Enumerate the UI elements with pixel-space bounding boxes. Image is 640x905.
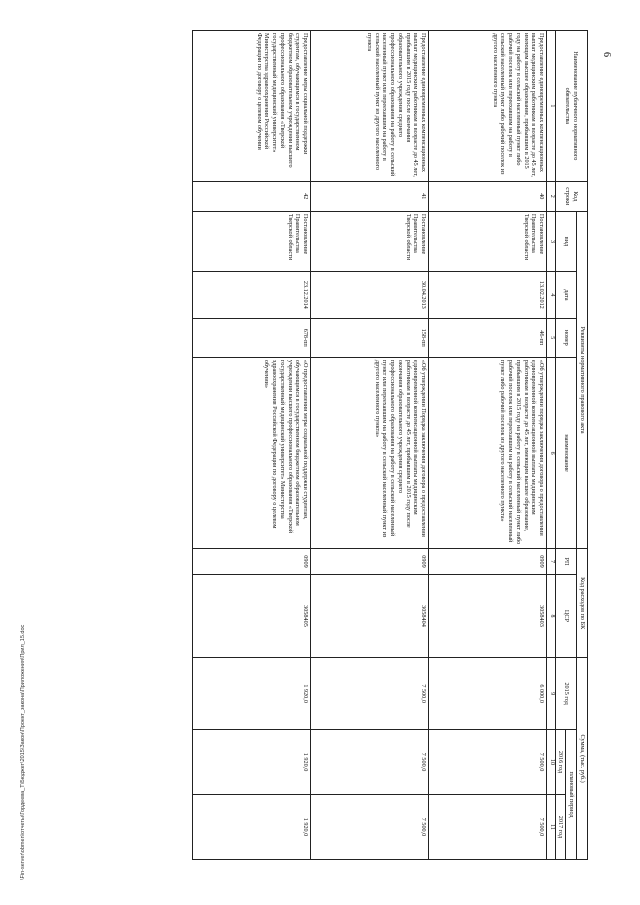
row-kind: Постановление Правительства Тверской области	[193, 211, 311, 271]
row-act-name: «Об утверждении порядка заключения договора о предоставлении единовременной компенсационной выплаты медицинским работникам в возрасте до 45 лет, имеющим высшее образование, прибывшим в 2015 году на работу в сельский населенный пункт либо рабочий поселок или переехавшим на работу в сельский населенный пункт либо рабочий поселок из другого населенного пункта»	[429, 357, 547, 548]
row-name: Предоставление единовременных компенсационных выплат медицинским работникам в возрасте до 45 лет, имеющим высшее образование, прибывшим в 2015 году на работу в сельский населенный пункт либо рабочий поселок или переехавшим на работу в сельский населенный пункт либо рабочий поселок из другого населенного пункта	[429, 31, 547, 182]
row-code: 41	[311, 181, 429, 211]
row-2015: 1 920,0	[193, 658, 311, 730]
row-date: 13.02.2012	[429, 272, 547, 318]
row-csr: 3058404	[311, 574, 429, 657]
col-number: 3	[547, 211, 556, 271]
row-number: 678-пп	[193, 318, 311, 357]
header-code: Код строки	[555, 181, 587, 211]
row-2016: 7 500,0	[311, 730, 429, 795]
row-2017: 1 920,0	[193, 794, 311, 859]
col-number: 5	[547, 318, 556, 357]
row-2015: 7 500,0	[311, 658, 429, 730]
row-name: Предоставление меры социальной поддержки студентам, обучающимся в государственном бюджетном образовательном учреждении высшего профессионального образования «Тверской государственный медицинский университет» Министерства здравоохранения Российской Федерации по договору о целевом обучении	[193, 31, 311, 182]
row-number: 46-пп	[429, 318, 547, 357]
table-row	[429, 31, 547, 860]
header-date: дата	[555, 272, 577, 318]
row-name: Предоставление единовременных компенсационных выплат медицинским работникам в возрасте до 45 лет, прибывшим в 2015 году после окончания образовательного учреждения среднего профессионального образования на работу в сельский населенный пункт или переехавшим на работу в сельский населенный пункт из другого населенного пункта	[311, 31, 429, 182]
header-kind: вид	[555, 211, 577, 271]
col-number: 8	[547, 574, 556, 657]
header-act-name: наименование	[555, 357, 577, 548]
row-kind: Постановление Правительства Тверской области	[429, 211, 547, 271]
row-code: 40	[429, 181, 547, 211]
row-rp: 0909	[193, 549, 311, 575]
row-date: 30.04.2013	[311, 272, 429, 318]
row-number: 158-пп	[311, 318, 429, 357]
file-path-footer: \Fin-server\obmen\отчеты\Гордеева_Т\Бюджет\2015\Закон\Проект_закона\Приложения\Прил_15.doc	[20, 624, 26, 880]
row-date: 23.12.2014	[193, 272, 311, 318]
header-number: номер	[555, 318, 577, 357]
rotated-table-canvas	[118, 30, 588, 860]
header-2017: 2017 год	[555, 794, 566, 859]
row-2017: 7 500,0	[429, 794, 547, 859]
row-2017: 7 500,0	[311, 794, 429, 859]
row-2015: 6 000,0	[429, 658, 547, 730]
table-row	[311, 31, 429, 860]
header-2015: 2015 год	[555, 658, 577, 730]
header-planned: плановый период	[566, 730, 577, 860]
row-rp: 0909	[311, 549, 429, 575]
row-code: 42	[193, 181, 311, 211]
col-number: 4	[547, 272, 556, 318]
header-budget-code: Код расходов по БК	[577, 549, 588, 658]
header-rp: РП	[555, 549, 577, 575]
row-2016: 7 500,0	[429, 730, 547, 795]
col-number: 6	[547, 357, 556, 548]
row-2016: 1 920,0	[193, 730, 311, 795]
col-number: 1	[547, 31, 556, 182]
row-csr: 3058405	[193, 574, 311, 657]
row-act-name: «О предоставлении меры социальной поддержки студентам, обучающимся в государственном бюджетном образовательном учреждении высшего профессионального образования «Тверской государственный медицинский университет» Министерства здравоохранения Российской Федерации по договору о целевом обучении»	[193, 357, 311, 548]
row-csr: 3058403	[429, 574, 547, 657]
col-number: 11	[547, 794, 556, 859]
row-kind: Постановление Правительства Тверской области	[311, 211, 429, 271]
col-number: 7	[547, 549, 556, 575]
table-row	[193, 31, 311, 860]
header-name: Наименование публичного нормативного обязательства	[555, 31, 587, 182]
row-rp: 0909	[429, 549, 547, 575]
col-number: 10	[547, 730, 556, 795]
row-act-name: «Об утверждении Порядка заключения договора о предоставлении единовременной компенсационной выплаты медицинским работникам в возрасте до 45 лет, прибывшим в 2015 году после окончания образовательного учреждения среднего профессионального образования на работу в сельский населенный пункт или переехавшим на работу в сельский населенный пункт из другого населенного пункта»	[311, 357, 429, 548]
header-sum: Сумма, (тыс. руб.)	[577, 658, 588, 860]
col-number: 2	[547, 181, 556, 211]
col-number: 9	[547, 658, 556, 730]
header-requisites: Реквизиты нормативного правового акта	[577, 211, 588, 548]
obligations-table	[192, 30, 588, 860]
page-number: 6	[601, 52, 612, 57]
header-2016: 2016 год	[555, 730, 566, 795]
header-csr: ЦСР	[555, 574, 577, 657]
